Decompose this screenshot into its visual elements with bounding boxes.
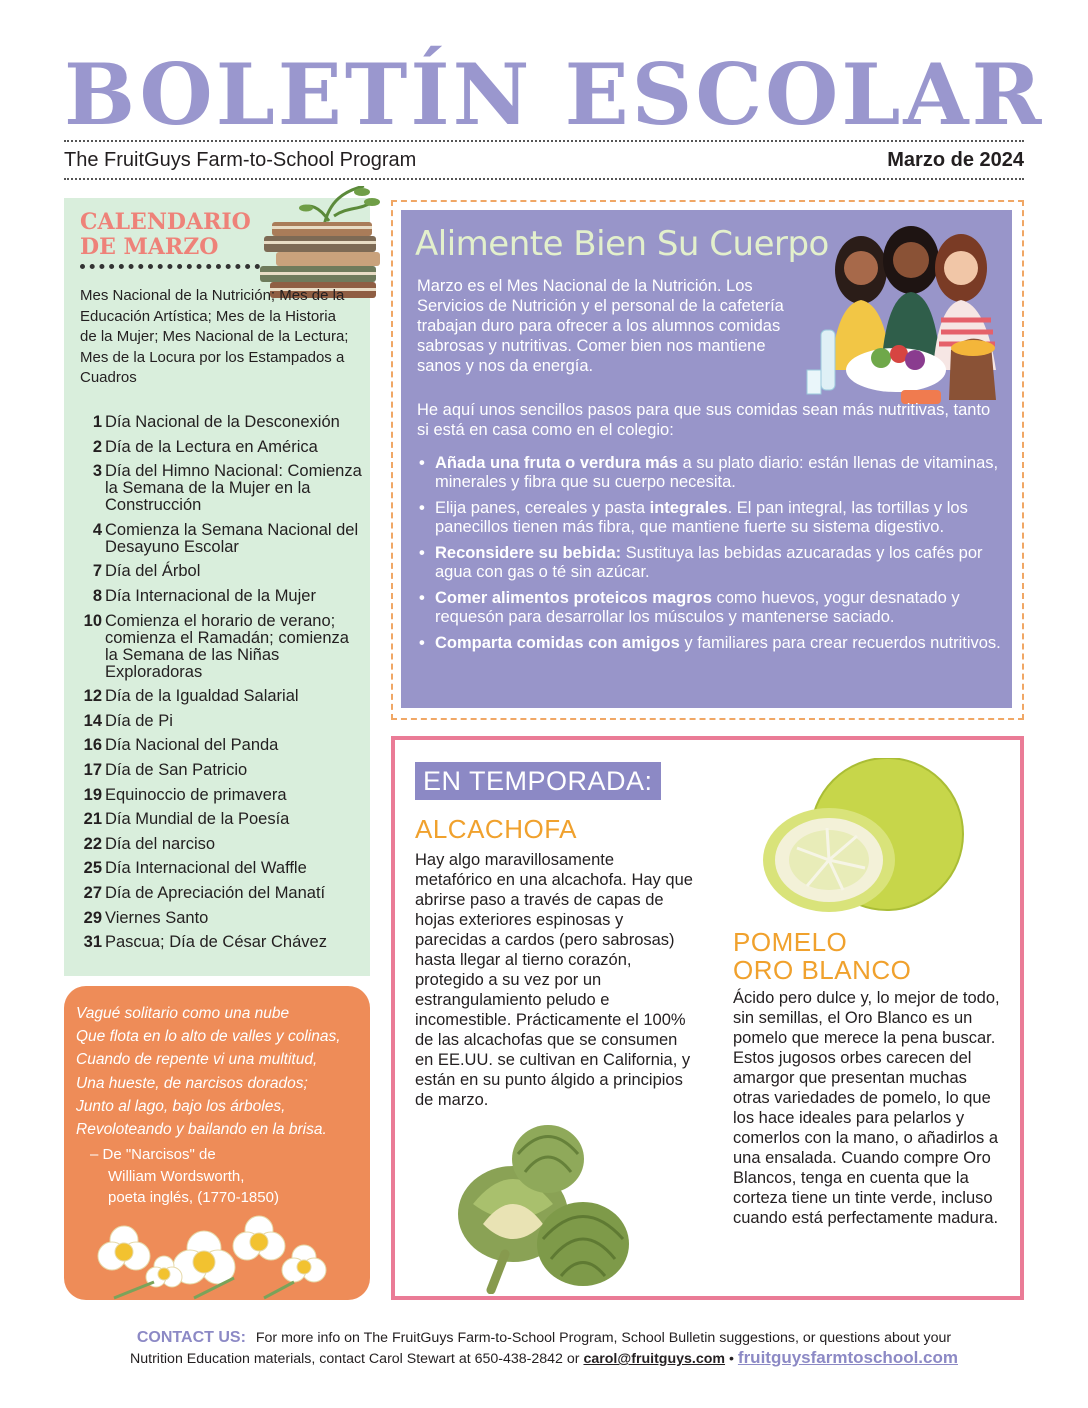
nutrition-tip-post: y familiares para crear recuerdos nutritivos.: [679, 634, 1001, 652]
nutrition-panel: [401, 210, 1012, 708]
footer-separator: •: [728, 1351, 734, 1367]
calendar-day-number: 31: [83, 933, 102, 952]
calendar-day-number: 22: [83, 834, 102, 853]
poem-text: Vagué solitario como una nube Que flota en lo alto de valles y colinas, Cuando de repente vi una multitud, Una hueste, de narcisos dorados; Junto al lago, bajo los árboles, Revoloteando y bailando en la brisa.: [76, 1005, 341, 1139]
calendar-day-number: 16: [83, 736, 102, 755]
issue-date: Marzo de 2024: [887, 148, 1024, 171]
calendar-day-event: Día de Apreciación del Manatí: [105, 883, 326, 902]
pomelo-body: Ácido pero dulce y, lo mejor de todo, sin semillas, el Oro Blanco es un pomelo que merece la pena buscar. Estos jugosos orbes carecen del amargor que presentan muchas otras variedades de pomelo, lo que los hace ideales para pelarlos y comerlos con la mano, o añadirlos a una ensalada. Cuando compre Oro Blancos, tenga en cuenta que la corteza tiene un tinte verde, incluso cuando está perfectamente madura.: [733, 989, 1000, 1227]
calendar-day-event: Día Internacional del Waffle: [105, 859, 307, 878]
newsletter-title: BOLETÍN ESCOLAR: [64, 45, 1045, 144]
calendar-day-item: [76, 588, 366, 605]
poem-panel: [64, 986, 370, 1300]
nutrition-tip-post: . El pan integral, las tortillas y los panecillos tienen más fibra, que mantiene fuerte su sistema digestivo.: [435, 499, 968, 536]
calendar-day-event: Equinoccio de primavera: [105, 785, 287, 804]
nutrition-steps-intro: He aquí unos sencillos pasos para que sus comidas sean más nutritivas, tanto si está en casa como en el colegio:: [417, 401, 991, 439]
calendar-day-item: [76, 910, 366, 927]
calendar-day-event: Viernes Santo: [105, 908, 209, 927]
nutrition-tip-post: Sustituya las bebidas azucaradas y los cafés por agua con gas o té sin azúcar.: [435, 544, 983, 581]
calendar-day-list: [76, 414, 366, 959]
contact-footer: [64, 1328, 1024, 1369]
calendar-day-number: 19: [83, 785, 102, 804]
calendar-day-item: [76, 439, 366, 456]
in-season-tag: EN TEMPORADA:: [415, 762, 661, 800]
calendar-month-observances: Mes Nacional de la Nutrición; Mes de la Educación Artística; Mes de la Historia de la Mujer; Mes Nacional de la Lectura; Mes de la Locura por los Estampados a Cuadros: [80, 287, 349, 386]
calendar-day-item: [76, 713, 366, 730]
nutrition-tip: [417, 499, 1007, 536]
nutrition-tip-bold: Comer alimentos proteicos magros: [435, 589, 712, 607]
nutrition-tip-bold: Comparta comidas con amigos: [435, 634, 680, 652]
program-name: The FruitGuys Farm-to-School Program: [64, 148, 417, 171]
nutrition-tip-bold: Reconsidere su bebida:: [435, 544, 622, 562]
calendar-day-event: Comienza el horario de verano; comienza el Ramadán; comienza la Semana de las Niñas Exploradoras: [105, 611, 349, 681]
nutrition-tip: [417, 544, 1007, 581]
calendar-day-item: [76, 762, 366, 779]
calendar-day-number: 27: [83, 883, 102, 902]
calendar-day-number: 12: [83, 687, 102, 706]
artichoke-title: ALCACHOFA: [415, 814, 577, 844]
calendar-day-event: Día de San Patricio: [105, 760, 248, 779]
nutrition-tip: [417, 454, 1007, 491]
calendar-day-item: [76, 787, 366, 804]
calendar-day-event: Día de Pi: [105, 711, 173, 730]
calendar-day-item: [76, 860, 366, 877]
calendar-title: CALENDARIO DE MARZO: [80, 209, 251, 260]
calendar-day-item: [76, 737, 366, 754]
website-link[interactable]: fruitguysfarmtoschool.com: [737, 1348, 958, 1367]
calendar-day-event: Día del Árbol: [105, 562, 201, 581]
calendar-day-item: [76, 885, 366, 902]
calendar-day-number: 10: [83, 611, 102, 630]
calendar-day-event: Día de la Lectura en América: [105, 437, 318, 456]
calendar-day-event: Pascua; Día de César Chávez: [105, 933, 327, 952]
calendar-day-item: [76, 563, 366, 580]
calendar-day-event: Día Nacional del Panda: [105, 736, 279, 755]
calendar-day-event: Día Internacional de la Mujer: [105, 586, 316, 605]
calendar-day-item: [76, 613, 366, 681]
calendar-day-event: Día del narciso: [105, 834, 216, 853]
in-season-panel: [391, 736, 1024, 1300]
calendar-day-number: 29: [83, 908, 102, 927]
calendar-day-item: [76, 836, 366, 853]
contact-text-1: For more info on The FruitGuys Farm-to-School Program, School Bulletin suggestions, or questions about your: [255, 1330, 952, 1346]
calendar-day-number: 4: [92, 520, 102, 539]
artichoke-illustration: [443, 1114, 633, 1294]
nutrition-tip: [417, 589, 1007, 626]
nutrition-intro: Marzo es el Mes Nacional de la Nutrición. Los Servicios de Nutrición y el personal de la cafetería trabajan duro para ofrecer a los alumnos comidas sabrosas y nutritivas. Comer bien nos mantiene sanos y nos da energía.: [417, 277, 784, 375]
calendar-day-number: 2: [92, 437, 102, 456]
calendar-day-event: Comienza la Semana Nacional del Desayuno Escolar: [105, 520, 359, 556]
calendar-day-number: 3: [92, 462, 102, 481]
contact-text-2: Nutrition Education materials, contact Carol Stewart at 650-438-2842 or: [130, 1351, 580, 1367]
calendar-day-item: [76, 414, 366, 431]
calendar-day-number: 14: [83, 711, 102, 730]
poem-credit: – De "Narcisos" de William Wordsworth, poeta inglés, (1770-1850): [90, 1146, 279, 1206]
calendar-day-event: Día Mundial de la Poesía: [105, 810, 290, 829]
calendar-divider: [80, 264, 260, 269]
nutrition-tip-post: a su plato diario: están llenas de vitaminas, minerales y fibra que su cuerpo necesita.: [435, 454, 999, 491]
nutrition-tip-post: como huevos, yogur desnatado y requesón para desarrollar los músculos y mantenerse saciado.: [435, 589, 960, 626]
nutrition-tip-pre: Elija panes, cereales y pasta: [435, 499, 650, 517]
women-with-food-illustration: [801, 220, 1001, 410]
calendar-day-number: 7: [92, 562, 102, 581]
pomelo-title: POMELO ORO BLANCO: [733, 927, 912, 985]
pomelo-illustration: [757, 758, 971, 918]
calendar-day-item: [76, 688, 366, 705]
calendar-day-item: [76, 811, 366, 828]
calendar-day-number: 25: [83, 859, 102, 878]
calendar-day-number: 1: [92, 413, 102, 431]
calendar-day-number: 8: [92, 586, 102, 605]
calendar-day-event: Día del Himno Nacional: Comienza la Semana de la Mujer en la Construcción: [105, 462, 362, 515]
calendar-day-number: 17: [83, 760, 102, 779]
calendar-day-item: [76, 463, 366, 514]
artichoke-body: Hay algo maravillosamente metafórico en una alcachofa. Hay que abrirse paso a través de capas de hojas exteriores espinosas y parecidas a cardos (pero sabrosas) hasta llegar al tierno corazón, protegido a su vez por un estrangulamiento peludo e incomestible. Prácticamente el 100% de las alcachofas que se consumen en EE.UU. se cultivan en California, y están en su punto álgido a principios de marzo.: [415, 851, 693, 1109]
nutrition-tips: [417, 454, 1007, 661]
calendar-panel: [64, 198, 370, 976]
calendar-day-item: [76, 934, 366, 951]
calendar-day-item: [76, 522, 366, 556]
nutrition-tip: [417, 634, 1007, 653]
contact-email-link[interactable]: carol@fruitguys.com: [583, 1351, 726, 1367]
subtitle-row: [64, 140, 1024, 180]
nutrition-tip-bold: integrales: [649, 499, 728, 517]
calendar-day-event: Día Nacional de la Desconexión: [105, 413, 340, 431]
nutrition-title: Alimente Bien Su Cuerpo: [415, 224, 829, 264]
contact-label: CONTACT US:: [136, 1329, 246, 1346]
daffodils-illustration: [94, 1212, 334, 1300]
nutrition-tip-bold: Añada una fruta o verdura más: [435, 454, 678, 472]
calendar-day-number: 21: [83, 810, 102, 829]
calendar-day-event: Día de la Igualdad Salarial: [105, 687, 299, 706]
